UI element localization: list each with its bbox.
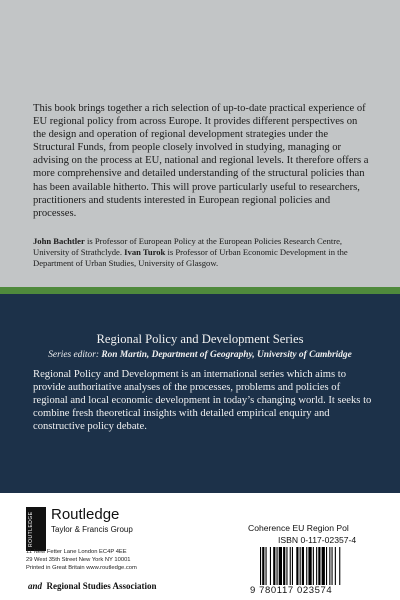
barcode-bar [329,547,330,585]
barcode-bar [300,547,301,585]
routledge-logo-icon [26,507,46,551]
barcode-bar [318,547,320,585]
publisher-panel [0,493,400,600]
barcode-title: Coherence EU Region Pol [248,523,349,533]
association-name: Regional Studies Association [46,581,157,591]
barcode-digits: 9 780117 023574 [250,585,333,596]
series-title: Regional Policy and Development Series [96,332,304,346]
publisher-group: Taylor & Francis Group [51,525,133,534]
barcode-bar [302,547,304,585]
barcode-bar [290,547,291,585]
barcode-bar [277,547,278,585]
barcode-isbn: ISBN 0-117-02357-4 [278,535,357,545]
barcode-block [242,523,390,596]
barcode-bar [266,547,267,585]
barcode-bar [283,547,285,585]
address-line: 11 New Fetter Lane London EC4P 4EE [26,549,127,555]
barcode-bar [313,547,314,585]
logo-vertical-text: ROUTLEDGE [28,511,34,547]
barcode-bar [335,547,336,585]
series-description: Regional Policy and Development is an international series which aims to provide authoritative analyses of the processes, problems and policies of regional and local economic development in today’s changing world. It seeks to combine fresh theoretical insights with detailed empirical enquiry and constructive policy debate. [33,369,372,433]
author2-name: Ivan Turok [124,246,166,257]
barcode-bar [262,547,264,585]
address-line: Printed in Great Britain www.routledge.com [26,564,137,571]
association-credit [28,581,157,591]
publisher-address [26,549,226,572]
author1-bio: is Professor of European Policy at the European Policies Research Centre, University of Strathclyde. [33,236,343,257]
author2-bio: is Professor of Urban Economic Development in the Department of Urban Studies, University of Glasgow. [33,246,348,268]
series-editor [0,350,400,360]
series-editor-name: Ron Martin, Department of Geography, University of Cambridge [101,350,352,360]
barcode-bar [270,547,271,585]
address-line: 29 West 35th Street New York NY 10001 [26,556,131,563]
barcode-bar [279,547,282,585]
barcode-bar [326,547,327,585]
and-word: and [28,581,43,591]
barcode-bar [308,547,311,585]
barcode-bar [322,547,325,585]
author-bios [33,236,369,269]
barcode-bar [306,547,307,585]
series-panel [0,294,400,493]
barcode-bar [339,547,340,585]
barcode-bar [316,547,317,585]
back-cover-upper-panel [0,0,400,287]
barcode-icon [258,547,376,585]
barcode-bar [273,547,275,585]
barcode-bar [296,547,298,585]
barcode-bar [286,547,287,585]
book-blurb: This book brings together a rich selection of up-to-date practical experience of EU regional policy from across Europe. It provides different perspectives on the design and operation of regional development strategies under the Structural Funds, from people closely involved in studying, managing or advising on the process at EU, national and regional levels. It therefore offers a more comprehensive and detailed understanding of the structural policies than has been available hitherto. This will prove particularly useful to researchers, practitioners and students interested in European regional policies and processes. [33,103,369,219]
green-divider-stripe [0,287,400,294]
barcode-bar [292,547,293,585]
barcode-bar [332,547,333,585]
author1-name: John Bachtler [33,236,85,246]
barcode-bar [260,547,261,585]
publisher-name: Routledge [51,506,120,523]
series-editor-label: Series editor: [48,350,102,360]
